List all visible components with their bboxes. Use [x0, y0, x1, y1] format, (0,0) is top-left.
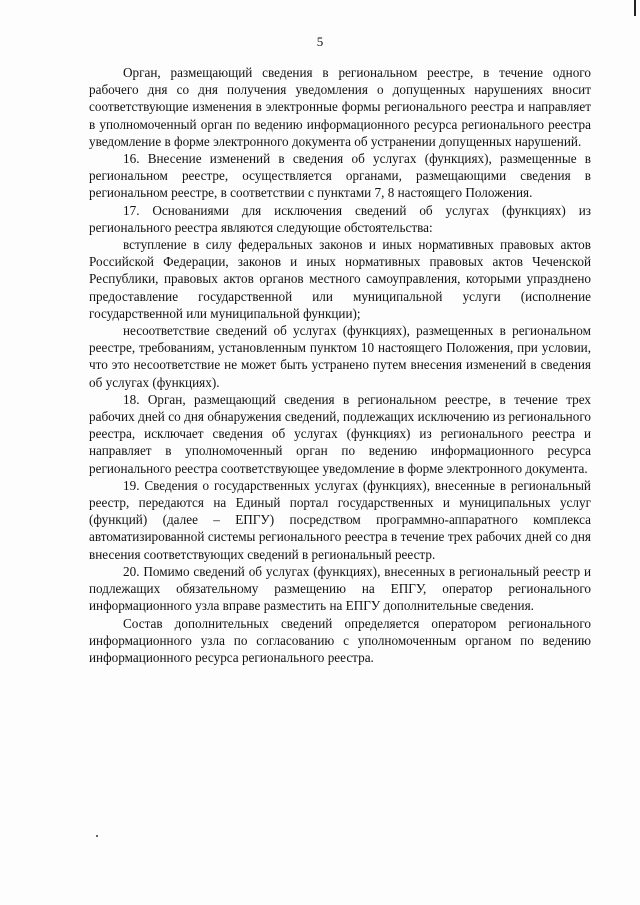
scan-speck [96, 835, 98, 837]
paragraph: 18. Орган, размещающий сведения в региональном реестре, в течение трех рабочих дней со дня обнаружения сведений, подлежащих исключению из регионального реестра, исключает сведения об услугах (функциях) из регионального реестра и направляет в уполномоченный орган по ведению информационного ресурса регионального реестра соответствующее уведомление в форме электронного документа. [89, 391, 591, 476]
page-number: 5 [316, 34, 324, 49]
paragraph: 19. Сведения о государственных услугах (функциях), внесенные в региональный реестр, передаются на Единый портал государственных и муниципальных услуг (функций) (далее – ЕПГУ) посредством программно-аппаратного комплекса автоматизированной системы регионального реестра в течение трех рабочих дней со дня внесения соответствующих сведений в региональный реестр. [89, 477, 591, 562]
document-body [89, 64, 591, 666]
paragraph: Состав дополнительных сведений определяется оператором регионального информационного узла по согласованию с уполномоченным органом по ведению информационного ресурса регионального реестра. [89, 615, 591, 665]
paragraph: Орган, размещающий сведения в региональном реестре, в течение одного рабочего дня со дня получения уведомления о допущенных нарушениях вносит соответствующие изменения в электронные формы регионального реестра и направляет в уполномоченный орган по ведению информационного ресурса регионального реестра уведомление в форме электронного документа об устранении допущенных нарушений. [89, 65, 591, 149]
paragraph: 20. Помимо сведений об услугах (функциях), внесенных в региональный реестр и подлежащих обязательному размещению на ЕПГУ, оператор регионального информационного узла вправе разместить на ЕПГУ дополнительные сведения. [89, 563, 591, 614]
paragraph: несоответствие сведений об услугах (функциях), размещенных в региональном реестре, требованиям, установленным пунктом 10 настоящего Положения, при условии, что это несоответствие не может быть устранено путем внесения изменений в сведения об услугах (функциях). [89, 323, 591, 390]
scan-edge-mark [634, 0, 636, 16]
paragraph: 17. Основаниями для исключения сведений об услугах (функциях) из регионального реестра являются следующие обстоятельства: [89, 202, 591, 235]
paragraph: вступление в силу федеральных законов и иных нормативных правовых актов Российской Федерации, законов и иных нормативных правовых актов Чеченской Республики, правовых актов органов местного самоуправления, которыми упразднено предоставление государственной или муниципальной услуги (исполнение государственной или муниципальной функции); [89, 237, 591, 321]
paragraph: 16. Внесение изменений в сведения об услугах (функциях), размещенные в региональном реестре, осуществляется органами, размещающими сведения в региональном реестре, в соответствии с пунктами 7, 8 настоящего Положения. [89, 151, 591, 201]
